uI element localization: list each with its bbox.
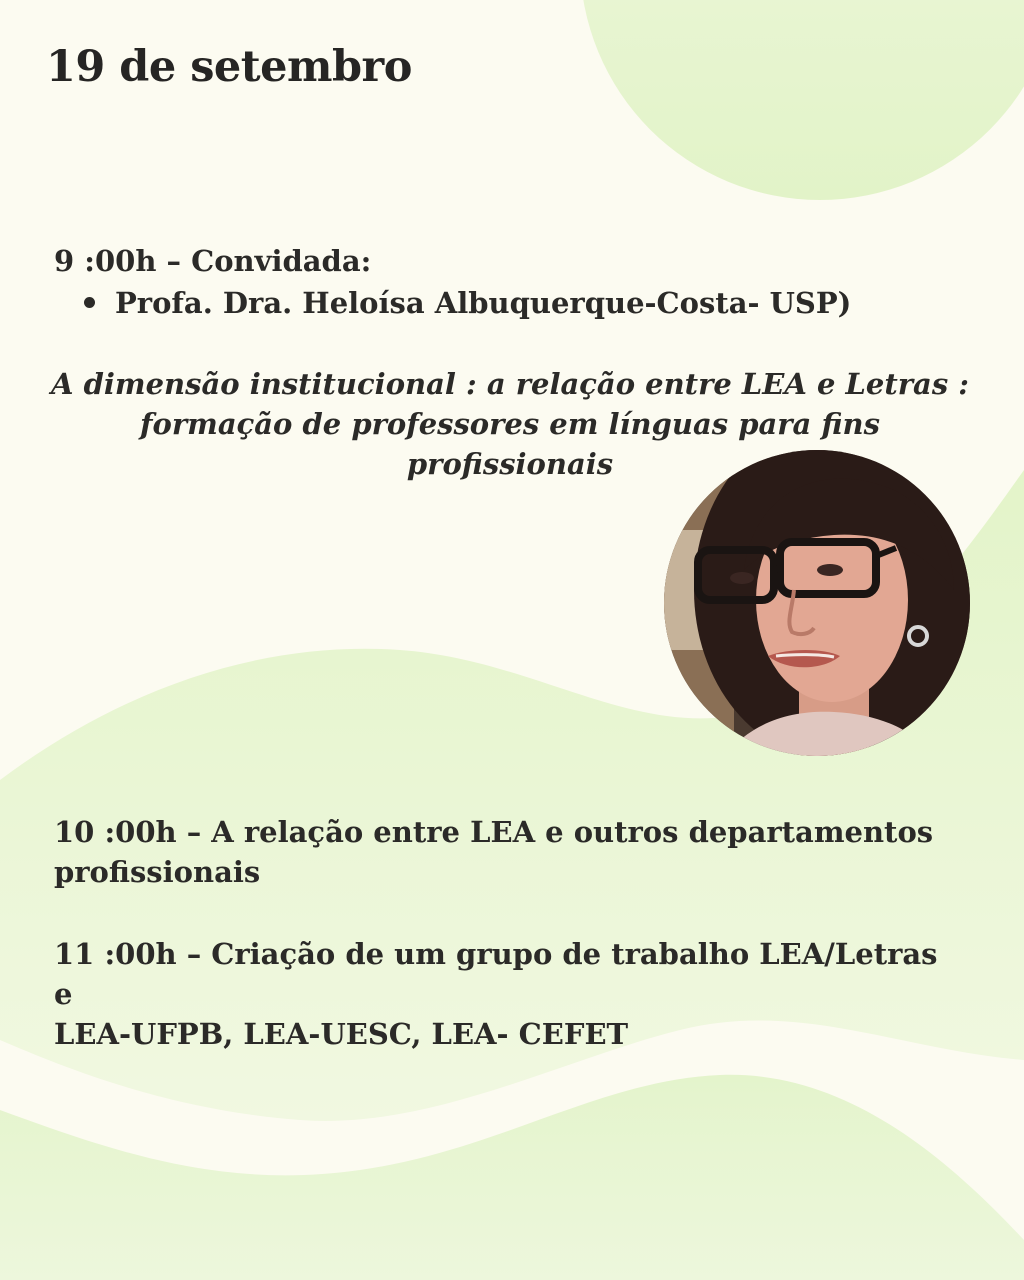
- agenda-item-line-1: 11 :00h – Criação de um grupo de trabalho LEA/Letras e: [54, 937, 938, 1011]
- agenda-item-line-2: LEA-UFPB, LEA-UESC, LEA- CEFET: [54, 1017, 629, 1051]
- agenda-item-line-2: profissionais: [54, 855, 261, 889]
- talk-title-line-2: formação de professores em línguas para fins profissionais: [140, 407, 880, 481]
- bottom-wave: [0, 1075, 1024, 1280]
- agenda-item-line-1: 10 :00h – A relação entre LEA e outros departamentos: [54, 815, 934, 849]
- agenda-item: [54, 812, 954, 892]
- guest-name: Profa. Dra. Heloísa Albuquerque-Costa- USP): [115, 286, 852, 320]
- agenda-item: [54, 934, 954, 1054]
- guest-list: [84, 284, 851, 322]
- page-date: 19 de setembro: [46, 42, 412, 92]
- portrait-illustration: [664, 450, 970, 756]
- speaker-photo: [664, 450, 970, 756]
- talk-title-line-1: A dimensão institucional : a relação entre LEA e Letras :: [51, 367, 969, 401]
- top-right-blob: [580, 0, 1024, 200]
- guest-item: [84, 284, 851, 322]
- bullet-icon: [84, 297, 95, 308]
- session-time-label: 9 :00h – Convidada:: [54, 244, 372, 278]
